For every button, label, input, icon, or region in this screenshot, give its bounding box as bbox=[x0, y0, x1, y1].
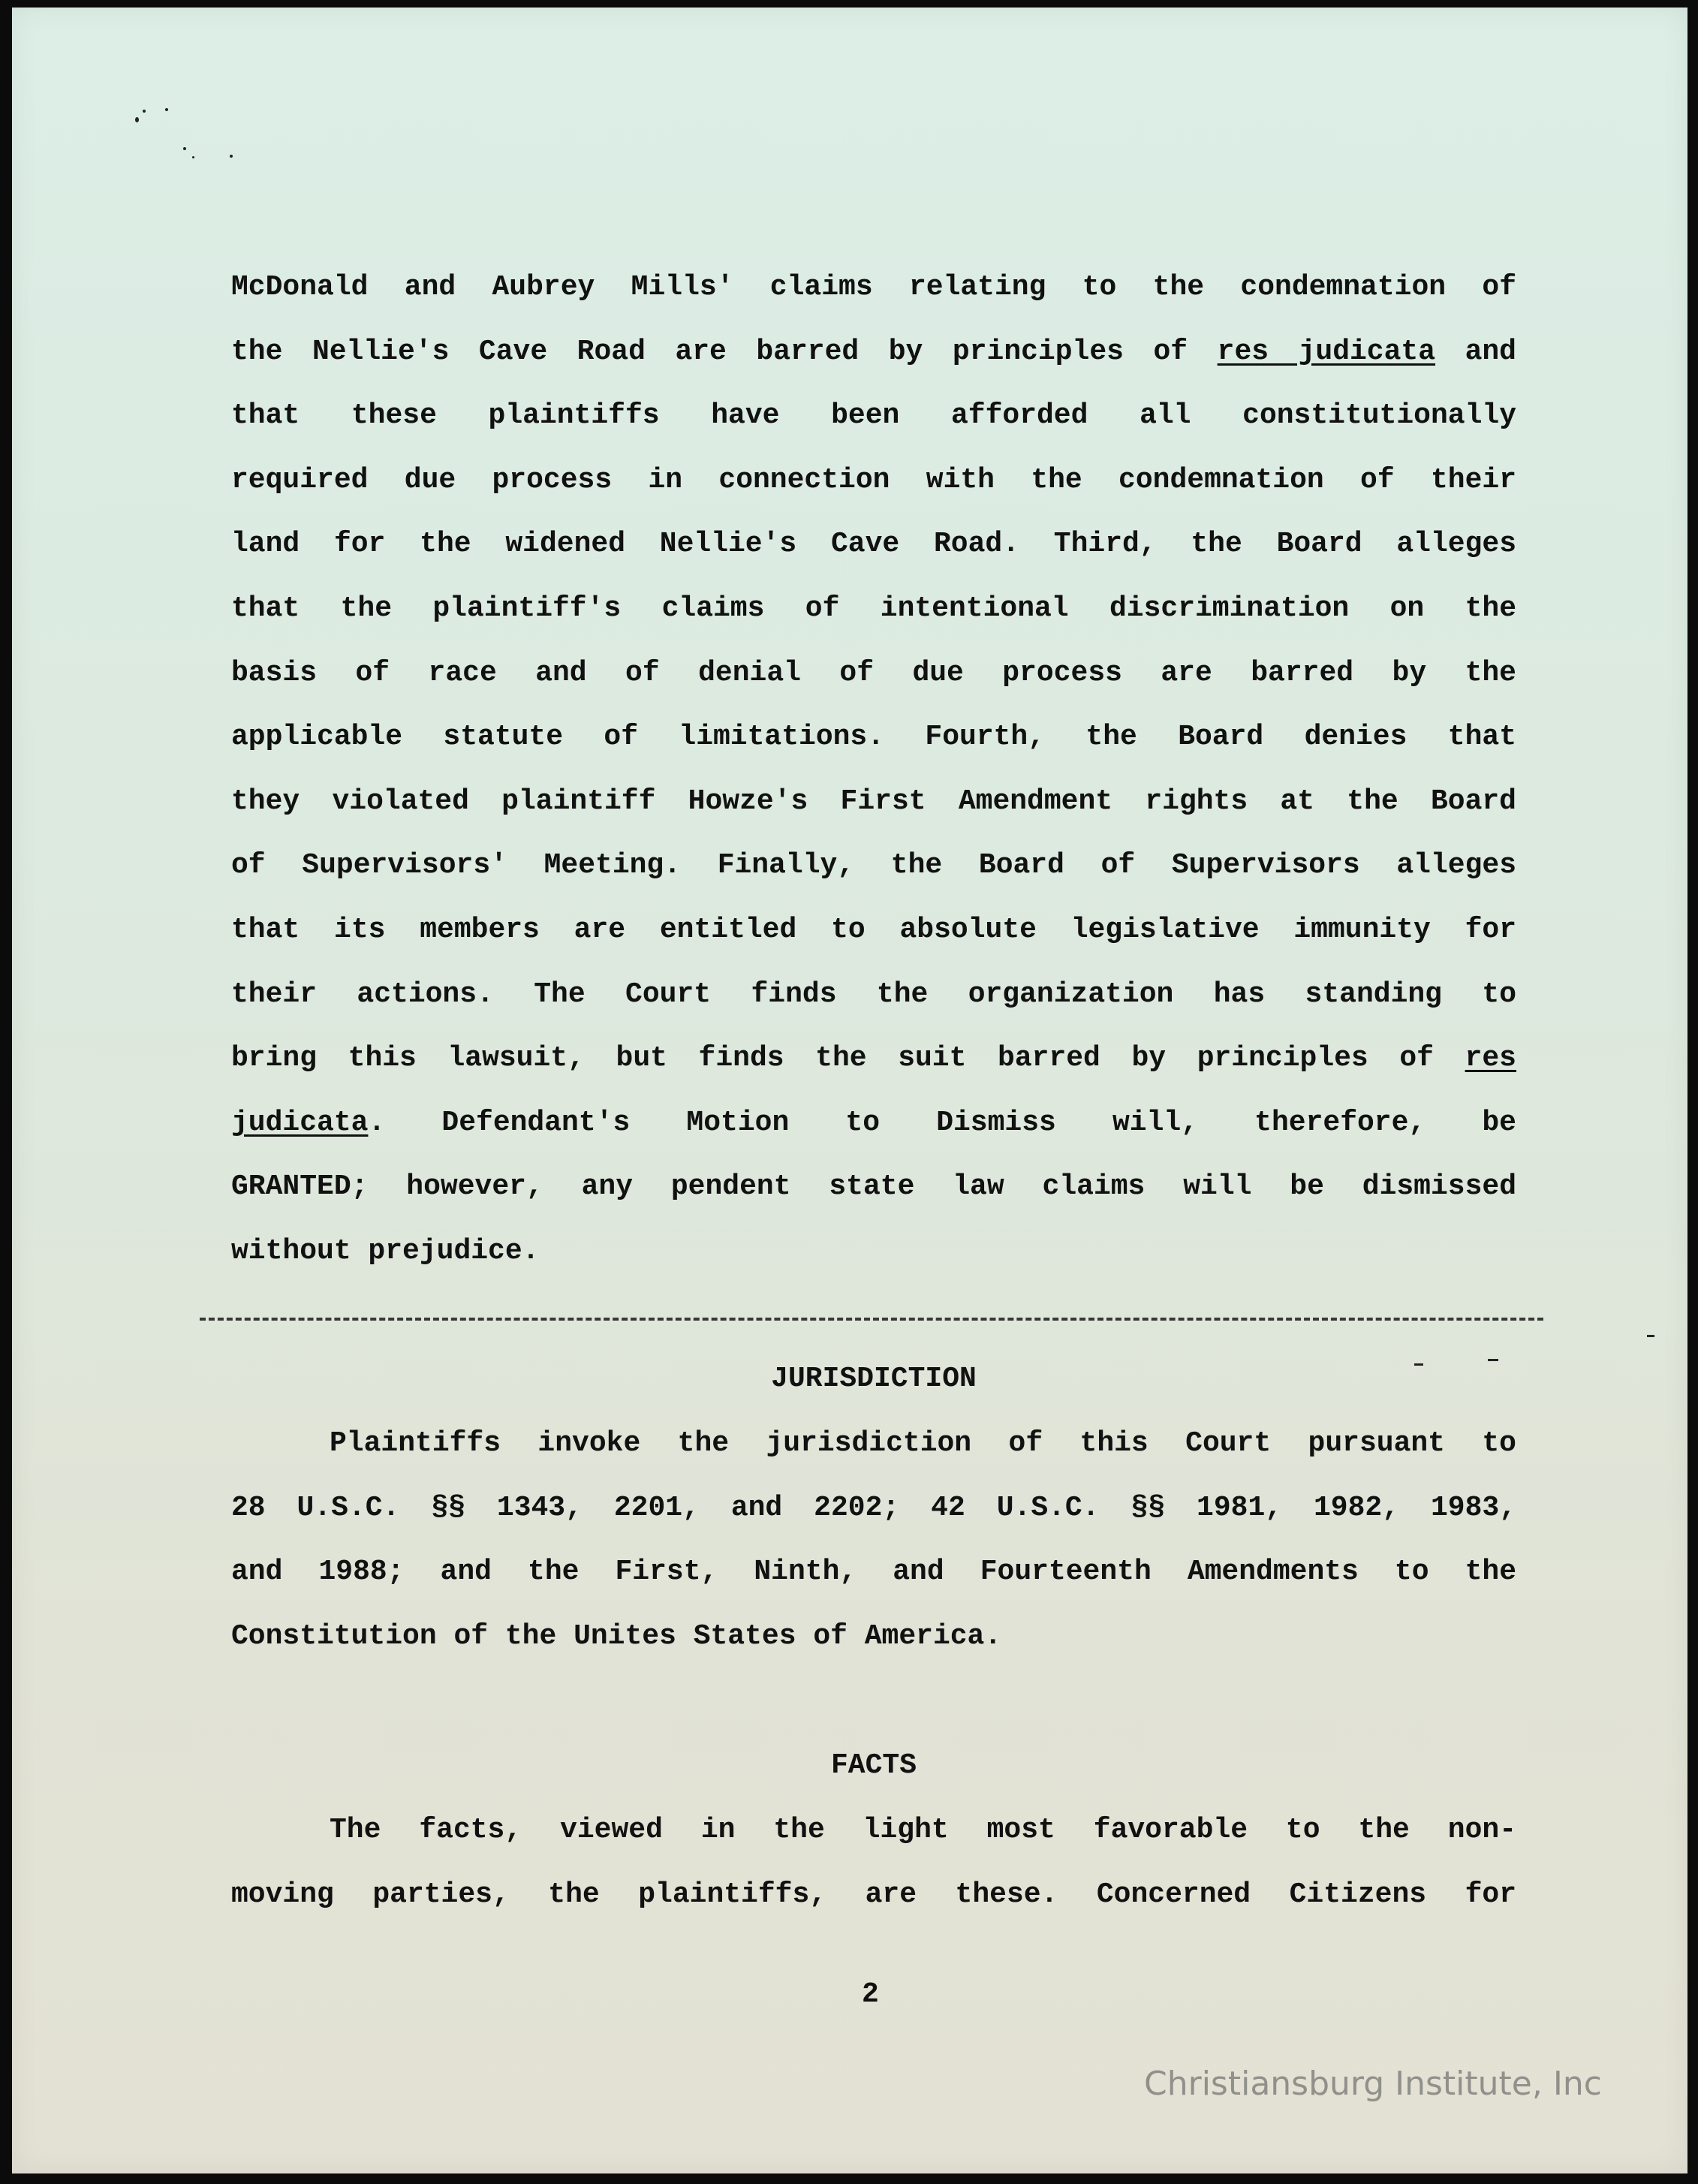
scan-specks bbox=[132, 105, 237, 165]
scan-mark bbox=[1488, 1359, 1498, 1361]
facts-paragraph bbox=[231, 1798, 1516, 1926]
granted-bold: GRANTED bbox=[231, 1170, 351, 1203]
text-line: McDonald and Aubrey Mills' claims relating to the condemnation of bbox=[231, 271, 1516, 303]
text-line: 28 U.S.C. §§ 1343, 2201, and 2202; 42 U.S.C. §§ 1981, 1982, 1983, bbox=[231, 1491, 1516, 1524]
text-line: that these plaintiffs have been afforded all constitutionally bbox=[231, 399, 1516, 432]
text-line: their actions. The Court finds the organization has standing to bbox=[231, 978, 1516, 1011]
text-line: moving parties, the plaintiffs, are these. Concerned Citizens for bbox=[231, 1878, 1516, 1911]
text-line: without prejudice. bbox=[231, 1234, 540, 1267]
archive-watermark: Christiansburg Institute, Inc bbox=[1144, 2065, 1602, 2103]
text-line: the Nellie's Cave Road are barred by principles of res judicata and bbox=[231, 335, 1516, 368]
text-line: they violated plaintiff Howze's First Amendment rights at the Board bbox=[231, 785, 1516, 818]
res-underlined: res bbox=[1465, 1042, 1516, 1075]
jurisdiction-heading: JURISDICTION bbox=[771, 1363, 977, 1395]
text-line: of Supervisors' Meeting. Finally, the Board of Supervisors alleges bbox=[231, 849, 1516, 882]
text-line: applicable statute of limitations. Fourth, the Board denies that bbox=[231, 721, 1516, 754]
text-line: judicata. Defendant's Motion to Dismiss will, therefore, be bbox=[231, 1106, 1516, 1139]
scan-dashed-rule bbox=[200, 1318, 1543, 1321]
judicata-underlined: judicata bbox=[231, 1106, 369, 1139]
page-number: 2 bbox=[862, 1978, 879, 2011]
text-line: The facts, viewed in the light most favorable to the non- bbox=[330, 1814, 1516, 1846]
text-line: basis of race and of denial of due process are barred by the bbox=[231, 656, 1516, 689]
scan-mark bbox=[1647, 1335, 1654, 1337]
main-paragraph bbox=[231, 255, 1516, 1284]
res-judicata-italic: res judicata bbox=[1217, 335, 1436, 368]
text-line: Constitution of the Unites States of America. bbox=[231, 1619, 1002, 1652]
text-line: Plaintiffs invoke the jurisdiction of this Court pursuant to bbox=[330, 1427, 1516, 1460]
text-line: and 1988; and the First, Ninth, and Fourteenth Amendments to the bbox=[231, 1556, 1516, 1589]
text-line: bring this lawsuit, but finds the suit barred by principles of res bbox=[231, 1042, 1516, 1075]
facts-heading: FACTS bbox=[830, 1749, 917, 1782]
text-line: GRANTED; however, any pendent state law claims will be dismissed bbox=[231, 1170, 1516, 1203]
text-line: land for the widened Nellie's Cave Road. Third, the Board alleges bbox=[231, 528, 1516, 561]
text-line: that its members are entitled to absolute legislative immunity for bbox=[231, 913, 1516, 946]
document-page bbox=[12, 8, 1687, 2173]
jurisdiction-paragraph bbox=[231, 1411, 1516, 1668]
text-line: required due process in connection with the condemnation of their bbox=[231, 463, 1516, 496]
text-line: that the plaintiff's claims of intentional discrimination on the bbox=[231, 592, 1516, 625]
